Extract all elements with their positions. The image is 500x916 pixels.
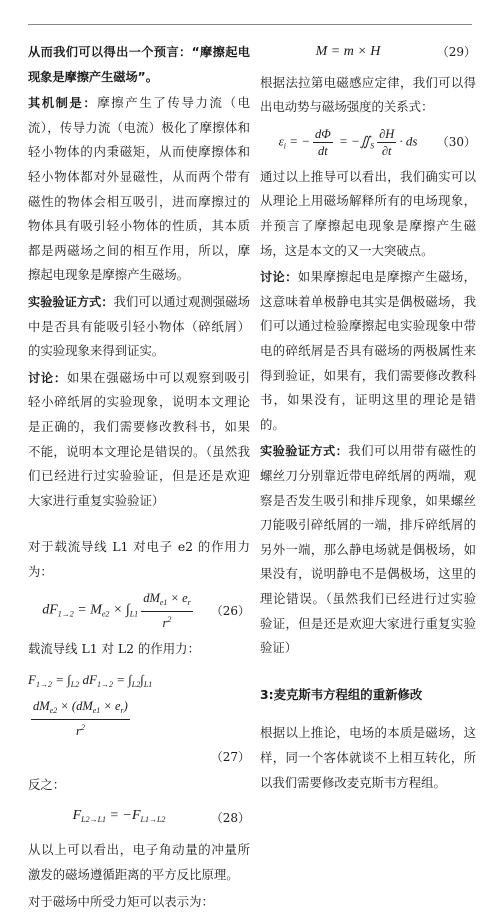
experiment-text: 我们可以通过观测强磁场中是否具有能吸引轻小物体（碎纸屑）的实验现象来得到证实。 [28, 293, 251, 359]
equation-29-number: （29） [436, 45, 476, 59]
equation-30-math: $\varepsilon_i$ = − $\frac{d\Phi}{dt}$ = $-∬_S$ $\frac{\partial H}{\partial t}$ · ds [278, 126, 418, 158]
equation-27-number: （27） [210, 749, 250, 764]
torque-intro-text: 对于磁场中所受力矩可以表示为： [28, 893, 214, 909]
mechanism-heading: 其机制是： [28, 96, 98, 111]
equation-29 [260, 40, 476, 65]
equation-28-math: $F_{L2\to L1} = -F_{L1\to L2}$ [72, 807, 166, 824]
section-title: 3:麦克斯韦方程组的重新修改 [260, 686, 423, 702]
experiment-paragraph [28, 290, 250, 364]
mechanism-paragraph [28, 91, 250, 288]
experiment-2-heading: 实验验证方式： [260, 444, 349, 459]
discussion-paragraph [28, 366, 250, 514]
equation-28 [28, 804, 250, 833]
equation-26-math: $dF_{1\to 2} = M_{e2} \times \int_{L1}$ $\frac{dM_{e1} \times e_r}{r^2}$ [42, 591, 191, 631]
discussion-2-heading: 讨论： [260, 270, 298, 285]
equation-26-number: （26） [210, 603, 250, 618]
prediction-paragraph: 从而我们可以得出一个预言：“摩擦起电现象是摩擦产生磁场”。 [28, 45, 250, 84]
discussion-2-paragraph [260, 265, 476, 437]
force-intro-text: 对于载流导线 L1 对电子 e2 的作用力为： [28, 539, 250, 579]
faraday-text: 根据法拉第电磁感应定律，我们可以得出电动势与磁场强度的关系式： [260, 74, 476, 115]
discussion-2-text: 如果摩擦起电是摩擦产生磁场，这意味着单极静电其实是偶极磁场，我们可以通过检验摩擦起电实验现象中带电的碎纸屑是否具有磁场的两极属性来得到验证，如果有，我们需要修改教科书，如果没有，证明这里的理论是错的。 [260, 269, 477, 432]
equation-27-math: $F_{1\to 2} = \int_{L2}$ $dF_{1\to 2} = \int_{L2}\int_{L1}$ $\frac{dM_{e2} \times (dM_{e1} \times e_r)}{r^2}$ [28, 672, 153, 738]
equation-27 [28, 668, 250, 739]
equation-29-math: M = m × H [315, 44, 381, 59]
discussion-heading: 讨论： [28, 370, 67, 385]
maxwell-text: 根据以上推论，电场的本质是磁场，这样，同一个客体就谈不上相互转化，所以我们需要修改麦克斯韦方程组。 [260, 725, 476, 790]
converse-label: 反之： [28, 777, 66, 793]
equation-30 [260, 126, 476, 159]
wire-force-text: 载流导线 L1 对 L2 的作用力： [28, 641, 200, 657]
discussion-text: 如果在强磁场中可以观察到吸引轻小碎纸屑的实验现象，说明本文理论是正确的，我们需要修改教科书，如果不能，说明本文理论是错误的。（虽然我们已经进行过实验验证，但是还是欢迎大家进行重复实验验证） [28, 369, 251, 508]
right-column [260, 40, 476, 797]
experiment-heading: 实验验证方式： [28, 294, 114, 309]
experiment-2-text: 我们可以用带有磁性的螺丝刀分别靠近带电碎纸屑的两端，观察是否发生吸引和排斥现象，如果螺丝刀能吸引碎纸屑的一端，排斥碎纸屑的另外一端，那么静电场就是偶极场，如果没有，说明静电不是偶极场，这里的理论错误。（虽然我们已经进行过实验验证，但是还是欢迎大家进行重复实验验证） [260, 443, 477, 656]
header-rule [28, 24, 472, 25]
left-column [28, 40, 250, 916]
equation-26 [28, 590, 250, 631]
equation-30-number: （30） [436, 135, 476, 150]
inverse-square-text: 从以上可以看出，电子角动量的冲量所激发的磁场遵循距离的平方反比原理。 [28, 842, 250, 883]
mechanism-text: 摩擦产生了传导力流（电流），传导力流（电流）极化了摩擦体和轻小物体的内秉磁矩，从而使摩擦体和轻小物体都对外显磁性，从而两个带有磁性的物体会相互吸引，进而摩擦过的物体具有吸引轻小物体的性质，其本质都是两磁场之间的相互作用，所以，摩擦起电现象是摩擦产生磁场。 [28, 95, 251, 283]
experiment-2-paragraph [260, 439, 476, 660]
equation-28-number: （28） [210, 810, 250, 825]
derivation-conclusion-text: 通过以上推导可以看出，我们确实可以从理论上用磁场解释所有的电场现象，并预言了摩擦起电现象是摩擦产生磁场，这是本文的又一大突破点。 [260, 168, 476, 258]
